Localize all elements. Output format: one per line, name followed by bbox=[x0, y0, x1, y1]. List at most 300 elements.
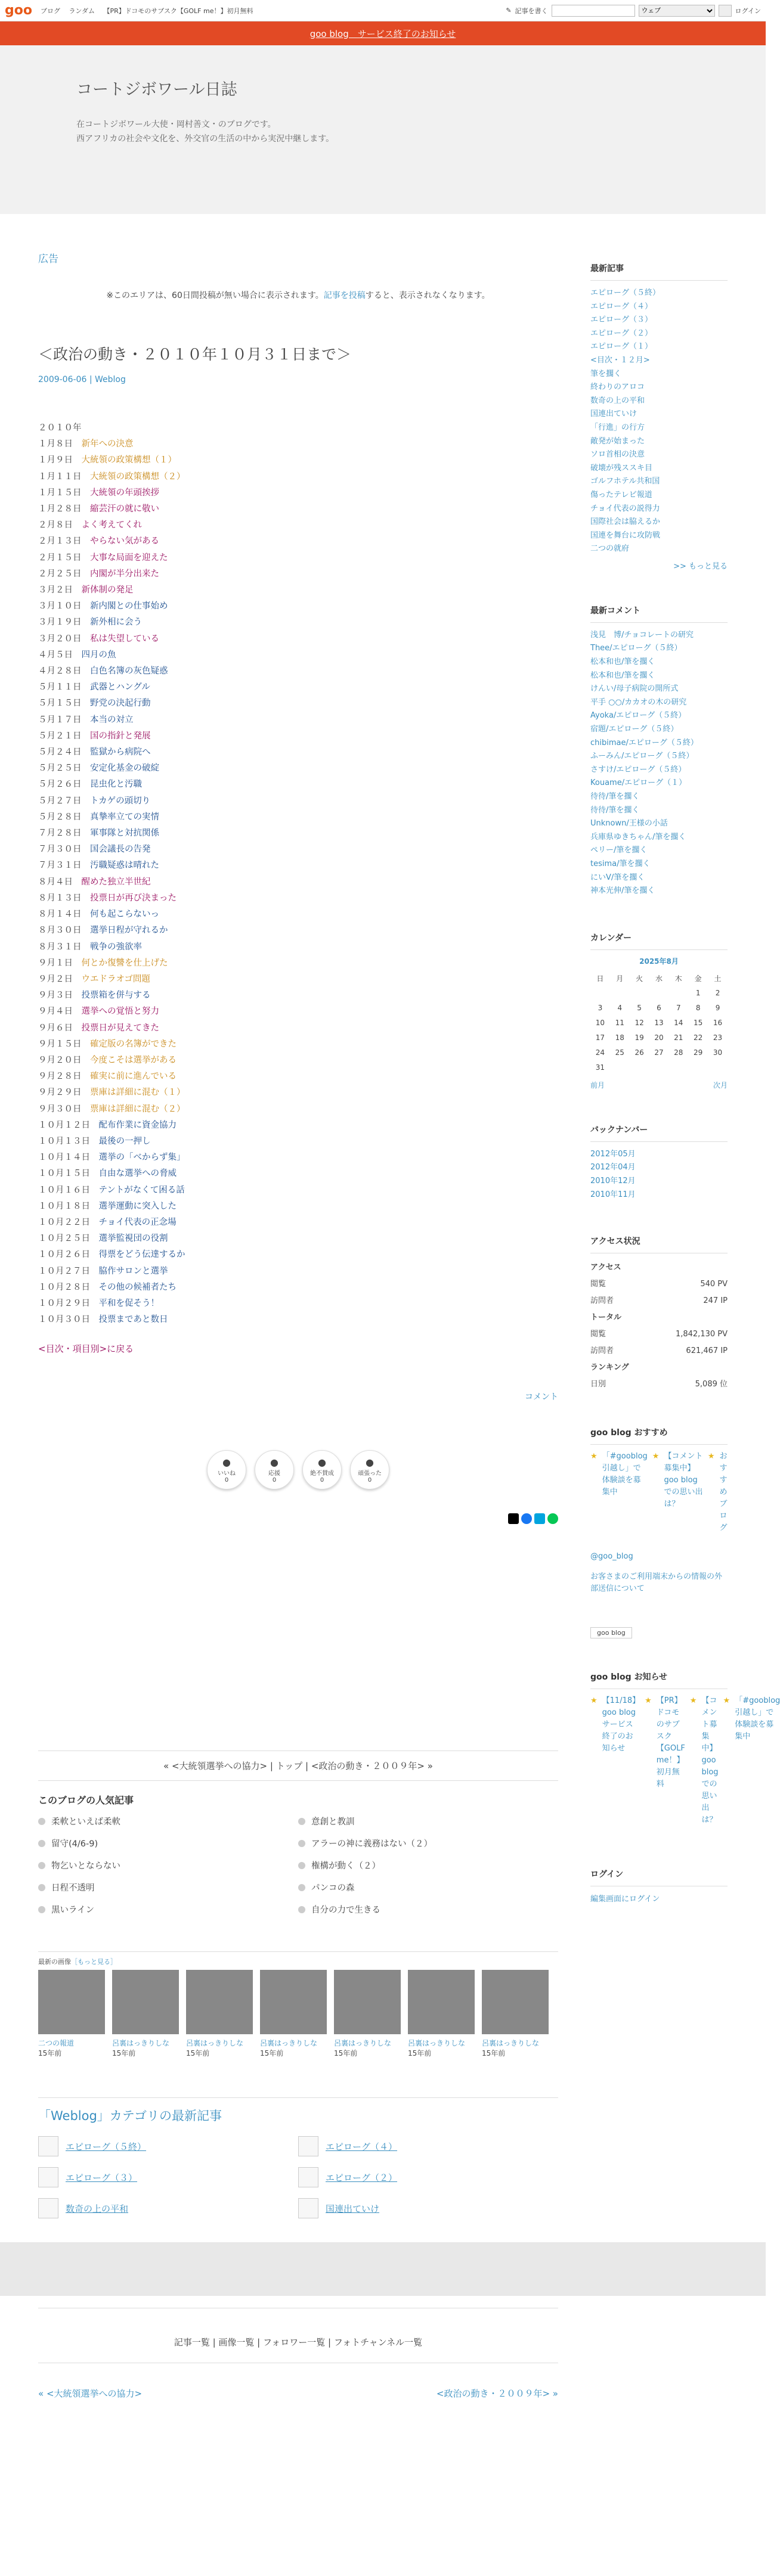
line-link[interactable]: 監獄から病院へ bbox=[81, 747, 151, 758]
thumbnail-image[interactable] bbox=[38, 1970, 105, 2034]
calendar-day[interactable]: 21 bbox=[674, 1033, 683, 1042]
post-line bbox=[38, 1150, 558, 1166]
recent-article-link[interactable]: 国連を舞台に攻防戦 bbox=[590, 530, 661, 540]
line-link[interactable]: 真摯率立ての実情 bbox=[81, 812, 159, 822]
gray-band bbox=[0, 2242, 766, 2296]
line-date: １月８日 bbox=[38, 439, 73, 449]
star-icon: ★ bbox=[590, 1696, 598, 1706]
x-share-icon[interactable] bbox=[508, 1513, 519, 1524]
line-link[interactable]: 私は失望している bbox=[81, 634, 159, 644]
thumbnail-image[interactable] bbox=[482, 1970, 549, 2034]
line-link[interactable]: やらない気がある bbox=[81, 536, 159, 547]
recent-article-link[interactable]: ゴルフホテル共和国 bbox=[590, 477, 660, 486]
prev-article-link[interactable]: « <大統領選挙への協力> bbox=[38, 2388, 143, 2400]
recent-comment-link[interactable]: 平手 ○○/カカオの木の研究 bbox=[590, 697, 687, 707]
line-link[interactable]: 平和を促そう！ bbox=[90, 1298, 159, 1308]
calendar-day[interactable]: 29 bbox=[694, 1048, 703, 1057]
category-item[interactable] bbox=[298, 2136, 558, 2156]
login-link[interactable]: ログイン bbox=[735, 7, 761, 15]
line-date: ３月２０日 bbox=[38, 634, 82, 644]
calendar-day[interactable]: 26 bbox=[634, 1048, 644, 1057]
star-icon: ★ bbox=[723, 1696, 731, 1706]
calendar-day[interactable]: 17 bbox=[595, 1033, 605, 1042]
line-date: １０月２９日 bbox=[38, 1298, 90, 1308]
line-link[interactable]: 新年への決意 bbox=[73, 439, 134, 449]
line-link[interactable]: 何とか復讐を仕上げた bbox=[73, 958, 168, 968]
recent-comment-link[interactable]: 神本光伸/筆を擱く bbox=[590, 886, 655, 896]
next-month-link[interactable]: 次月 bbox=[713, 1081, 728, 1090]
write-article-link[interactable]: 記事を書く bbox=[515, 7, 548, 15]
calendar-day[interactable]: 9 bbox=[715, 1004, 720, 1013]
line-link[interactable]: 四月の魚 bbox=[73, 650, 116, 660]
recent-article-link[interactable]: 国連出ていけ bbox=[590, 409, 637, 419]
calendar-day bbox=[668, 1060, 688, 1075]
category-item[interactable] bbox=[38, 2136, 298, 2156]
x-account-link[interactable]: @goo_blog bbox=[590, 1552, 633, 1562]
line-link[interactable]: 醒めた独立半世紀 bbox=[73, 877, 151, 887]
post-line bbox=[38, 825, 558, 842]
line-date: １０月１８日 bbox=[38, 1201, 90, 1211]
line-link[interactable]: 国の指針と発展 bbox=[81, 731, 151, 741]
category-item[interactable] bbox=[298, 2167, 558, 2187]
bullet-icon bbox=[298, 1884, 305, 1891]
post-line bbox=[38, 550, 558, 566]
line-link[interactable]: 選挙運動に突入した bbox=[90, 1201, 177, 1211]
line-date: ２０１０年 bbox=[38, 423, 82, 433]
line-link[interactable]: 戦争の強欲率 bbox=[81, 942, 142, 952]
category-item-link[interactable]: エピローグ（５終） bbox=[66, 2141, 147, 2152]
bullet-icon bbox=[298, 1818, 305, 1825]
recent-comment-link[interactable]: Ayoka/エピローグ（５終） bbox=[590, 711, 686, 721]
line-link[interactable]: 最後の一押し bbox=[90, 1136, 151, 1146]
bottom-links[interactable]: 記事一覧 | 画像一覧 | フォロワー一覧 | フォトチャンネル一覧 bbox=[38, 2308, 558, 2363]
hatena-share-icon[interactable] bbox=[534, 1513, 545, 1524]
facebook-share-icon[interactable] bbox=[521, 1513, 532, 1524]
line-link[interactable]: 新外相に会う bbox=[81, 617, 142, 628]
category-latest-title: 「Weblog」カテゴリの最新記事 bbox=[38, 2109, 222, 2124]
line-date: ３月１０日 bbox=[38, 601, 82, 612]
search-input[interactable] bbox=[552, 5, 635, 17]
post-title: ＜政治の動き・２０１０年１０月３１日まで＞ bbox=[38, 346, 352, 363]
popular-item[interactable] bbox=[298, 1881, 558, 1894]
line-date: ４月２８日 bbox=[38, 666, 82, 676]
post-line bbox=[38, 728, 558, 744]
line-link[interactable]: 何も起こらないっ bbox=[81, 910, 159, 920]
post-line bbox=[38, 874, 558, 890]
news-link[interactable] bbox=[723, 1695, 780, 1826]
thumbnail-image[interactable] bbox=[112, 1970, 179, 2034]
category-item-link[interactable]: 国連出ていけ bbox=[326, 2203, 380, 2214]
item-label: 【コメント募集中】goo blogでの思い出は？ bbox=[664, 1452, 703, 1509]
calendar-day[interactable]: 30 bbox=[713, 1048, 723, 1057]
line-link[interactable]: 確実に前に進んでいる bbox=[81, 1072, 177, 1082]
calendar-day[interactable]: 25 bbox=[615, 1048, 624, 1057]
line-date: ９月１５日 bbox=[38, 1039, 82, 1049]
sidebar bbox=[590, 262, 780, 1937]
reaction-button[interactable] bbox=[207, 1450, 246, 1489]
recent-article-link[interactable]: 敵発が始まった bbox=[590, 436, 645, 446]
back-to-index-link[interactable]: <目次・項目別>に戻る bbox=[38, 1343, 134, 1355]
line-link[interactable]: 大事な局面を迎えた bbox=[81, 553, 168, 563]
line-date: ３月１９日 bbox=[38, 617, 82, 628]
line-link[interactable]: 新内閣との仕事始め bbox=[81, 601, 168, 612]
line-link[interactable]: 選挙への覚悟と努力 bbox=[73, 1007, 159, 1017]
calendar-day[interactable]: 3 bbox=[598, 1004, 603, 1013]
line-date: ８月１４日 bbox=[38, 910, 82, 920]
calendar-weekday: 日 bbox=[596, 974, 604, 983]
calendar-day[interactable]: 24 bbox=[595, 1048, 605, 1057]
recent-comment-link[interactable]: ふーみん/エピローグ（５終） bbox=[590, 752, 694, 761]
pencil-icon bbox=[298, 2136, 318, 2156]
reaction-buttons bbox=[38, 1450, 558, 1489]
category-item-link[interactable]: エピローグ（２） bbox=[326, 2172, 398, 2183]
line-link[interactable]: ウエドラオゴ問題 bbox=[73, 974, 150, 984]
popular-item[interactable] bbox=[38, 1837, 298, 1849]
bullet-icon bbox=[298, 1840, 305, 1847]
post-article-link[interactable]: 記事を投稿 bbox=[323, 291, 366, 300]
recent-comment-link[interactable]: 松本和也/筆を擱く bbox=[590, 671, 655, 680]
calendar-day[interactable]: 23 bbox=[713, 1033, 723, 1042]
recent-article-link[interactable]: エピローグ（４） bbox=[590, 302, 653, 311]
line-link[interactable]: テントがなくて困る話 bbox=[90, 1185, 185, 1195]
rss-badge[interactable]: goo blog bbox=[590, 1628, 728, 1637]
reaction-count: 0 bbox=[367, 1476, 372, 1483]
notice-link[interactable]: goo blog サービス終了のお知らせ bbox=[309, 28, 456, 39]
popular-item[interactable] bbox=[38, 1859, 298, 1872]
blog-desc-1: 在コートジボワール大使・岡村善文・のブログです。 bbox=[76, 120, 276, 129]
post-line bbox=[38, 972, 558, 988]
thumbnail-image[interactable] bbox=[334, 1970, 401, 2034]
goo-logo[interactable]: goo bbox=[5, 3, 32, 18]
line-link[interactable]: 選挙監視団の役割 bbox=[90, 1234, 168, 1244]
calendar-day bbox=[649, 1060, 669, 1075]
bullet-icon bbox=[298, 1862, 305, 1869]
post-line bbox=[38, 842, 558, 858]
category-item-link[interactable]: エピローグ（４） bbox=[326, 2141, 398, 2152]
news-link[interactable] bbox=[590, 1695, 640, 1826]
popular-item-label: 物乞いとならない bbox=[51, 1861, 120, 1872]
calendar-day[interactable]: 13 bbox=[654, 1019, 664, 1028]
backnumber-link[interactable]: 2010年12月 bbox=[590, 1176, 636, 1185]
line-link[interactable]: 野党の決起行動 bbox=[81, 699, 151, 709]
prev-month-link[interactable]: 前月 bbox=[590, 1081, 605, 1090]
line-link[interactable]: 選挙日程が守れるか bbox=[81, 926, 168, 936]
line-link[interactable]: 本当の対立 bbox=[81, 715, 134, 725]
post-line bbox=[38, 598, 558, 614]
thumbnail-image[interactable] bbox=[408, 1970, 475, 2034]
post-line bbox=[38, 469, 558, 485]
calendar-day[interactable]: 15 bbox=[694, 1019, 703, 1028]
recent-article-link[interactable]: ソロ首相の決意 bbox=[590, 450, 645, 460]
reaction-button[interactable] bbox=[350, 1450, 389, 1489]
next-article-link[interactable]: <政治の動き・２００９年> » bbox=[436, 2388, 558, 2400]
post-line bbox=[38, 1004, 558, 1020]
recent-article-link[interactable]: 傷ったテレビ報道 bbox=[590, 490, 652, 499]
pencil-icon bbox=[298, 2198, 318, 2218]
ad-note: ※このエリアは、60日間投稿が無い場合に表示されます。記事を投稿すると、表示されなくなります。 bbox=[106, 291, 490, 300]
calendar-day[interactable]: 16 bbox=[713, 1019, 723, 1028]
thumbnail[interactable] bbox=[334, 1970, 401, 2058]
recent-comment-link[interactable]: Thee/エピローグ（５終） bbox=[590, 644, 682, 653]
calendar-day[interactable]: 6 bbox=[657, 1004, 661, 1013]
recent-article-link[interactable]: <目次・１２月> bbox=[590, 355, 650, 365]
post-line bbox=[38, 761, 558, 777]
backnumber-link[interactable]: 2012年04月 bbox=[590, 1163, 636, 1172]
recent-article-link[interactable]: 筆を擱く bbox=[590, 369, 622, 378]
post-line bbox=[38, 1101, 558, 1118]
thumbnail[interactable] bbox=[260, 1970, 327, 2058]
prev-next-nav bbox=[38, 2387, 558, 2400]
category-item-link[interactable]: 数奇の上の平和 bbox=[66, 2203, 129, 2214]
popular-item[interactable] bbox=[298, 1903, 558, 1916]
thumbnail-age: 15年前 bbox=[408, 2049, 432, 2058]
calendar-day[interactable]: 2 bbox=[715, 989, 720, 998]
line-link[interactable]: 大統領の政策構想（１） bbox=[73, 455, 177, 465]
line-link[interactable]: 配布作業に資金協力 bbox=[90, 1120, 177, 1130]
search-button[interactable] bbox=[719, 5, 732, 17]
access-stats: アクセス状況 アクセス 閲覧 540 PV 訪問者 247 IP トータル 閲覧 1,842,130 PV 訪問者 621,467 IP ランキング 日別 5,089 位 bbox=[590, 1235, 728, 1393]
calendar-day[interactable]: 28 bbox=[674, 1048, 683, 1057]
calendar-day[interactable]: 18 bbox=[615, 1033, 624, 1042]
search-scope-select[interactable] bbox=[639, 5, 715, 17]
line-link[interactable]: 新体制の発足 bbox=[73, 585, 134, 595]
calendar-day[interactable]: 10 bbox=[595, 1019, 605, 1028]
line-date: ９月１日 bbox=[38, 958, 73, 968]
category-item[interactable] bbox=[298, 2198, 558, 2218]
popular-item[interactable] bbox=[38, 1881, 298, 1894]
line-date: １０月１２日 bbox=[38, 1120, 90, 1130]
line-link[interactable]: 投票箱を併与する bbox=[73, 991, 151, 1001]
popular-item[interactable] bbox=[298, 1837, 558, 1849]
post-line bbox=[38, 679, 558, 696]
line-link[interactable]: 軍事隊と対抗関係 bbox=[81, 828, 159, 839]
line-link[interactable]: トカゲの頭切り bbox=[81, 796, 151, 806]
external-info-link[interactable]: お客さまのご利用端末からの情報の外部送信について bbox=[590, 1572, 723, 1594]
recent-comment-link[interactable]: けんい/母子病院の開所式 bbox=[590, 684, 679, 694]
category-item[interactable] bbox=[38, 2198, 298, 2218]
line-date: ５月２１日 bbox=[38, 731, 82, 741]
top-right bbox=[506, 5, 761, 17]
nav-pr[interactable]: 【PR】ドコモのサブスク【GOLF me！】初月無料 bbox=[103, 7, 253, 15]
recent-comment-link[interactable]: 待待/筆を擱く bbox=[590, 805, 640, 815]
post-line bbox=[38, 420, 558, 436]
line-link[interactable]: その他の候補者たち bbox=[90, 1282, 177, 1292]
backnumber-link[interactable]: 2012年05月 bbox=[590, 1149, 636, 1159]
line-date: １０月１５日 bbox=[38, 1169, 90, 1179]
recent-comment-link[interactable]: 兵庫県ゆきちゃん/筆を擱く bbox=[590, 832, 686, 842]
thumbnail-age: 15年前 bbox=[186, 2049, 210, 2058]
pencil-icon bbox=[298, 2167, 318, 2187]
thumbnail[interactable] bbox=[112, 1970, 179, 2058]
recent-article-link[interactable]: エピローグ（３） bbox=[590, 315, 653, 325]
line-link[interactable]: 脇作サロンと選挙 bbox=[90, 1266, 168, 1276]
line-link[interactable]: 国会議長の告発 bbox=[81, 845, 151, 855]
ad-title: 広告 bbox=[38, 253, 58, 265]
line-link[interactable]: 票庫は詳細に混む（２） bbox=[81, 1104, 185, 1114]
pencil-icon bbox=[38, 2136, 58, 2156]
news-link[interactable] bbox=[645, 1695, 685, 1826]
line-date: ９月２９日 bbox=[38, 1088, 82, 1098]
line-link[interactable]: 投票日が再び決まった bbox=[81, 893, 177, 903]
recommend-link[interactable] bbox=[652, 1451, 703, 1534]
recent-comment-link[interactable]: 待待/筆を擱く bbox=[590, 792, 640, 801]
calendar-day[interactable]: 8 bbox=[695, 1004, 701, 1013]
thumbnail[interactable] bbox=[38, 1970, 105, 2058]
line-link[interactable]: 武器とハングル bbox=[81, 682, 150, 693]
thumbnail-image[interactable] bbox=[260, 1970, 327, 2034]
recent-article-link[interactable]: 「行進」の行方 bbox=[590, 423, 645, 432]
recent-comment-link[interactable]: 松本和也/筆を擱く bbox=[590, 657, 655, 667]
recent-comment-link[interactable]: ペリー/筆を擱く bbox=[590, 846, 648, 855]
recent-article-link[interactable]: 国際社会は脇えるか bbox=[590, 517, 661, 527]
line-link[interactable]: 安定化基金の破綻 bbox=[81, 764, 159, 774]
editor-login-link[interactable]: 編集画面にログイン bbox=[590, 1895, 660, 1904]
line-link[interactable]: 得票をどう伝達するか bbox=[90, 1250, 185, 1260]
post-line bbox=[38, 809, 558, 825]
comment-link[interactable]: コメント bbox=[525, 1392, 558, 1402]
recent-comment-link[interactable]: Kouame/エピローグ（１） bbox=[590, 778, 687, 788]
line-date: ７月３１日 bbox=[38, 861, 82, 871]
line-link[interactable]: 票庫は詳細に混む（１） bbox=[81, 1088, 185, 1098]
post-line bbox=[38, 939, 558, 955]
reaction-button[interactable] bbox=[255, 1450, 294, 1489]
post-line bbox=[38, 1020, 558, 1036]
calendar-day[interactable]: 11 bbox=[615, 1019, 624, 1028]
recommend-title: goo blog おすすめ bbox=[590, 1426, 728, 1445]
line-link[interactable]: 内閣が半分出来た bbox=[81, 569, 159, 579]
category-latest bbox=[38, 2097, 558, 2218]
more-images-link[interactable]: ［もっと見る］ bbox=[71, 1958, 117, 1966]
line-link[interactable]: 今度こそは選挙がある bbox=[81, 1055, 177, 1065]
recommend-link[interactable] bbox=[708, 1451, 728, 1534]
post-line bbox=[38, 1069, 558, 1085]
line-link[interactable]: 縮芸汗の就に敬い bbox=[81, 504, 159, 514]
line-link[interactable]: チョイ代表の正念場 bbox=[90, 1217, 177, 1227]
bullet-icon bbox=[38, 1818, 45, 1825]
line-link[interactable]: 確定版の名簿ができた bbox=[81, 1039, 177, 1049]
recent-article-link[interactable]: エピローグ（２） bbox=[590, 328, 653, 338]
recent-comment-link[interactable]: Unknown/王様の小話 bbox=[590, 819, 668, 828]
thumbnail-age: 15年前 bbox=[112, 2049, 136, 2058]
post-line bbox=[38, 1199, 558, 1215]
category-link[interactable]: Weblog bbox=[95, 375, 126, 384]
calendar-day[interactable]: 27 bbox=[654, 1048, 664, 1057]
recent-article-link[interactable]: 数奇の上の平和 bbox=[590, 396, 645, 405]
calendar-day[interactable]: 12 bbox=[634, 1019, 644, 1028]
pencil-icon bbox=[38, 2167, 58, 2187]
thumbnail-caption[interactable]: 呂裏はっきりしな bbox=[408, 2039, 466, 2048]
nav-blog[interactable]: ブログ bbox=[40, 7, 60, 15]
category-item-link[interactable]: エピローグ（３） bbox=[66, 2172, 138, 2183]
recommend-link[interactable] bbox=[590, 1451, 648, 1534]
line-link[interactable]: 白色名簿の灰色疑惑 bbox=[81, 666, 168, 676]
line-link[interactable]: 昆虫化と汚職 bbox=[81, 780, 142, 790]
recent-comment-link[interactable]: 浅見 博/チョコレートの研究 bbox=[590, 630, 694, 640]
news-link[interactable] bbox=[690, 1695, 719, 1826]
thumbnail-caption[interactable]: 呂裏はっきりしな bbox=[260, 2039, 318, 2048]
post-navigation[interactable]: « <大統領選挙への協力> | トップ | <政治の動き・２００９年> » bbox=[38, 1751, 558, 1781]
popular-item[interactable] bbox=[298, 1859, 558, 1872]
thumbnail-caption[interactable]: 呂裏はっきりしな bbox=[186, 2039, 244, 2048]
recent-comment-link[interactable]: にいV/筆を擱く bbox=[590, 873, 645, 882]
line-link[interactable]: 投票まであと数日 bbox=[90, 1315, 168, 1325]
line-link[interactable]: 自由な選挙への脅威 bbox=[90, 1169, 177, 1179]
recent-comment-link[interactable]: chibimae/エピローグ（５終） bbox=[590, 738, 698, 747]
line-link[interactable]: 大統領の年頭挨拶 bbox=[81, 488, 159, 498]
nav-random[interactable]: ランダム bbox=[69, 7, 95, 15]
popular-item[interactable] bbox=[38, 1815, 298, 1827]
calendar-day[interactable]: 14 bbox=[674, 1019, 683, 1028]
post-line bbox=[38, 501, 558, 517]
recent-comment-link[interactable]: 宿題/エピローグ（５終） bbox=[590, 725, 679, 734]
calendar-day bbox=[708, 1060, 728, 1075]
line-date: １０月２５日 bbox=[38, 1234, 90, 1244]
line-link[interactable]: よく考えてくれ bbox=[73, 520, 142, 530]
line-date: ９月３日 bbox=[38, 991, 73, 1001]
recent-article-link[interactable]: エピローグ（５終） bbox=[590, 288, 661, 297]
post-line bbox=[38, 988, 558, 1004]
thumbnail-caption[interactable]: 二つの報道 bbox=[38, 2039, 75, 2048]
line-date: ９月２８日 bbox=[38, 1072, 82, 1082]
popular-item[interactable] bbox=[38, 1903, 298, 1916]
calendar-day[interactable]: 5 bbox=[637, 1004, 642, 1013]
more-articles-link[interactable]: >> もっと見る bbox=[673, 561, 728, 571]
calendar-day[interactable]: 4 bbox=[617, 1004, 623, 1013]
recent-comment-link[interactable]: tesima/筆を擱く bbox=[590, 859, 651, 868]
recent-article-link[interactable]: 二つの就府 bbox=[590, 544, 630, 554]
thumbnail-caption[interactable]: 呂裏はっきりしな bbox=[112, 2039, 170, 2048]
thumbnail[interactable] bbox=[186, 1970, 253, 2058]
thumbnail-caption[interactable]: 呂裏はっきりしな bbox=[334, 2039, 392, 2048]
thumbnail[interactable] bbox=[408, 1970, 475, 2058]
post-line bbox=[38, 858, 558, 874]
calendar-day[interactable]: 20 bbox=[654, 1033, 664, 1042]
calendar-day[interactable]: 1 bbox=[695, 989, 701, 998]
line-link[interactable]: 汚職疑惑は晴れた bbox=[81, 861, 159, 871]
thumbnail[interactable] bbox=[482, 1970, 549, 2058]
recent-comment-link[interactable]: さすけ/エピローグ（５終） bbox=[590, 765, 686, 774]
reaction-button[interactable] bbox=[302, 1450, 342, 1489]
pencil-icon bbox=[38, 2198, 58, 2218]
recent-article-link[interactable]: 終わりのアロコ bbox=[590, 383, 645, 392]
calendar-day[interactable]: 22 bbox=[694, 1033, 703, 1042]
popular-item[interactable] bbox=[298, 1815, 558, 1827]
line-date: １０月３０日 bbox=[38, 1315, 90, 1325]
post-meta: 2009-06-06 | Weblog bbox=[38, 375, 126, 384]
line-date: ９月４日 bbox=[38, 1007, 73, 1017]
thumbnail-caption[interactable]: 呂裏はっきりしな bbox=[482, 2039, 540, 2048]
blog-title[interactable]: コートジボワール日誌 bbox=[76, 80, 237, 99]
calendar-title: カレンダー bbox=[590, 932, 728, 950]
backnumber-link[interactable]: 2010年11月 bbox=[590, 1190, 636, 1199]
recent-article-link[interactable]: エピローグ（１） bbox=[590, 342, 653, 352]
category-item[interactable] bbox=[38, 2167, 298, 2187]
line-share-icon[interactable] bbox=[547, 1513, 558, 1524]
thumbnail-image[interactable] bbox=[186, 1970, 253, 2034]
calendar-day[interactable]: 19 bbox=[634, 1033, 644, 1042]
post-line bbox=[38, 614, 558, 631]
recent-article-link[interactable]: 破壊が残ススキ目 bbox=[590, 463, 653, 473]
line-link[interactable]: 選挙の「べからず集」 bbox=[90, 1153, 185, 1163]
post-line bbox=[38, 533, 558, 550]
line-link[interactable]: 大統領の政策構想（２） bbox=[81, 471, 185, 482]
post-line bbox=[38, 696, 558, 712]
calendar-day[interactable]: 31 bbox=[595, 1063, 605, 1072]
line-link[interactable]: 投票日が見えてきた bbox=[73, 1023, 159, 1033]
recent-article-link[interactable]: チョイ代表の説得力 bbox=[590, 504, 660, 513]
calendar-day bbox=[630, 1060, 649, 1075]
calendar-day[interactable]: 7 bbox=[676, 1004, 681, 1013]
